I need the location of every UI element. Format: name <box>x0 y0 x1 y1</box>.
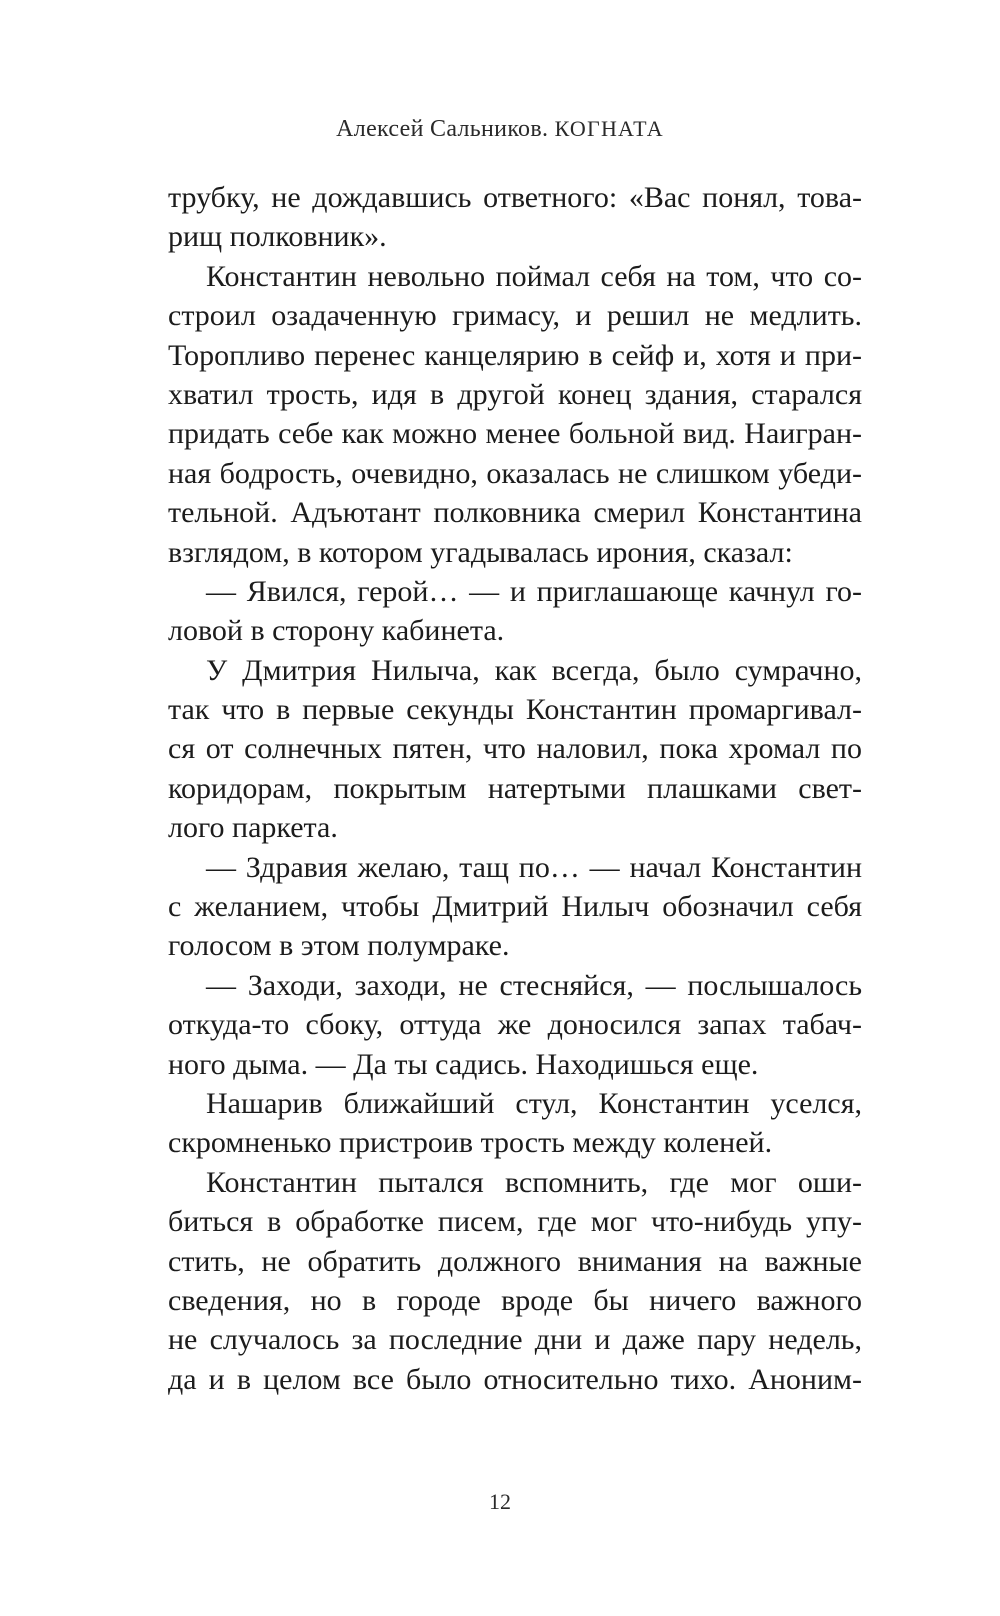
text-line: ного дыма. — Да ты садись. Находишься еще. <box>168 1047 759 1081</box>
running-head <box>0 116 1000 143</box>
text-line: трубку, не дождавшись ответного: «Вас понял, това- <box>168 181 862 214</box>
text-line: У Дмитрия Нилыча, как всегда, было сумрачно, <box>206 653 862 687</box>
text-line: коридорам, покрытым натертыми плашками свет- <box>168 771 862 805</box>
text-line: откуда-то сбоку, оттуда же доносился запах табач- <box>168 1008 862 1042</box>
text-line: голосом в этом полумраке. <box>168 929 510 963</box>
text-line: сведения, но в городе вроде бы ничего важного <box>168 1283 862 1317</box>
body-text <box>168 178 862 1399</box>
text-line: так что в первые секунды Константин промаргивал- <box>168 693 862 727</box>
text-line: рищ полковник». <box>168 220 387 254</box>
text-line: взглядом, в котором угадывалась ирония, сказал: <box>168 535 793 569</box>
text-line: ная бодрость, очевидно, оказалась не слишком убеди- <box>168 456 862 490</box>
text-line: придать себе как можно менее больной вид. Наигран- <box>168 417 862 451</box>
text-line: да и в целом все было относительно тихо. Аноним- <box>168 1362 862 1396</box>
text-line: хватил трость, идя в другой конец здания, старался <box>168 377 862 411</box>
text-line: — Заходи, заходи, не стесняйся, — послышалось <box>206 968 862 1002</box>
text-line: не случалось за последние дни и даже пару недель, <box>168 1323 862 1357</box>
text-line: с желанием, чтобы Дмитрий Нилыч обозначил себя <box>168 890 862 924</box>
text-line: тельной. Адъютант полковника смерил Константина <box>168 496 862 530</box>
text-line: строил озадаченную гримасу, и решил не медлить. <box>168 299 862 333</box>
text-line: Константин невольно поймал себя на том, что со- <box>206 259 862 293</box>
text-line: — Явился, герой… — и приглашающе качнул го- <box>206 574 862 608</box>
page-number: 12 <box>489 1489 511 1514</box>
running-head-title: КОГНАТА <box>554 116 664 141</box>
text-line: ловой в сторону кабинета. <box>168 614 505 648</box>
text-line: стить, не обратить должного внимания на важные <box>168 1244 862 1278</box>
running-head-author: Алексей Сальников. <box>336 116 549 142</box>
text-line: Константин пытался вспомнить, где мог оши- <box>206 1165 862 1199</box>
text-line: Нашарив ближайший стул, Константин уселся, <box>206 1086 862 1120</box>
text-line: лого паркета. <box>168 811 338 845</box>
text-line: скромненько пристроив трость между коленей. <box>168 1126 773 1160</box>
text-line: — Здравия желаю, тащ по… — начал Константин <box>206 850 862 884</box>
text-line: Торопливо перенес канцелярию в сейф и, хотя и при- <box>168 338 862 372</box>
text-line: ся от солнечных пятен, что наловил, пока хромал по <box>168 732 862 766</box>
text-line: биться в обработке писем, где мог что-нибудь упу- <box>168 1205 862 1239</box>
